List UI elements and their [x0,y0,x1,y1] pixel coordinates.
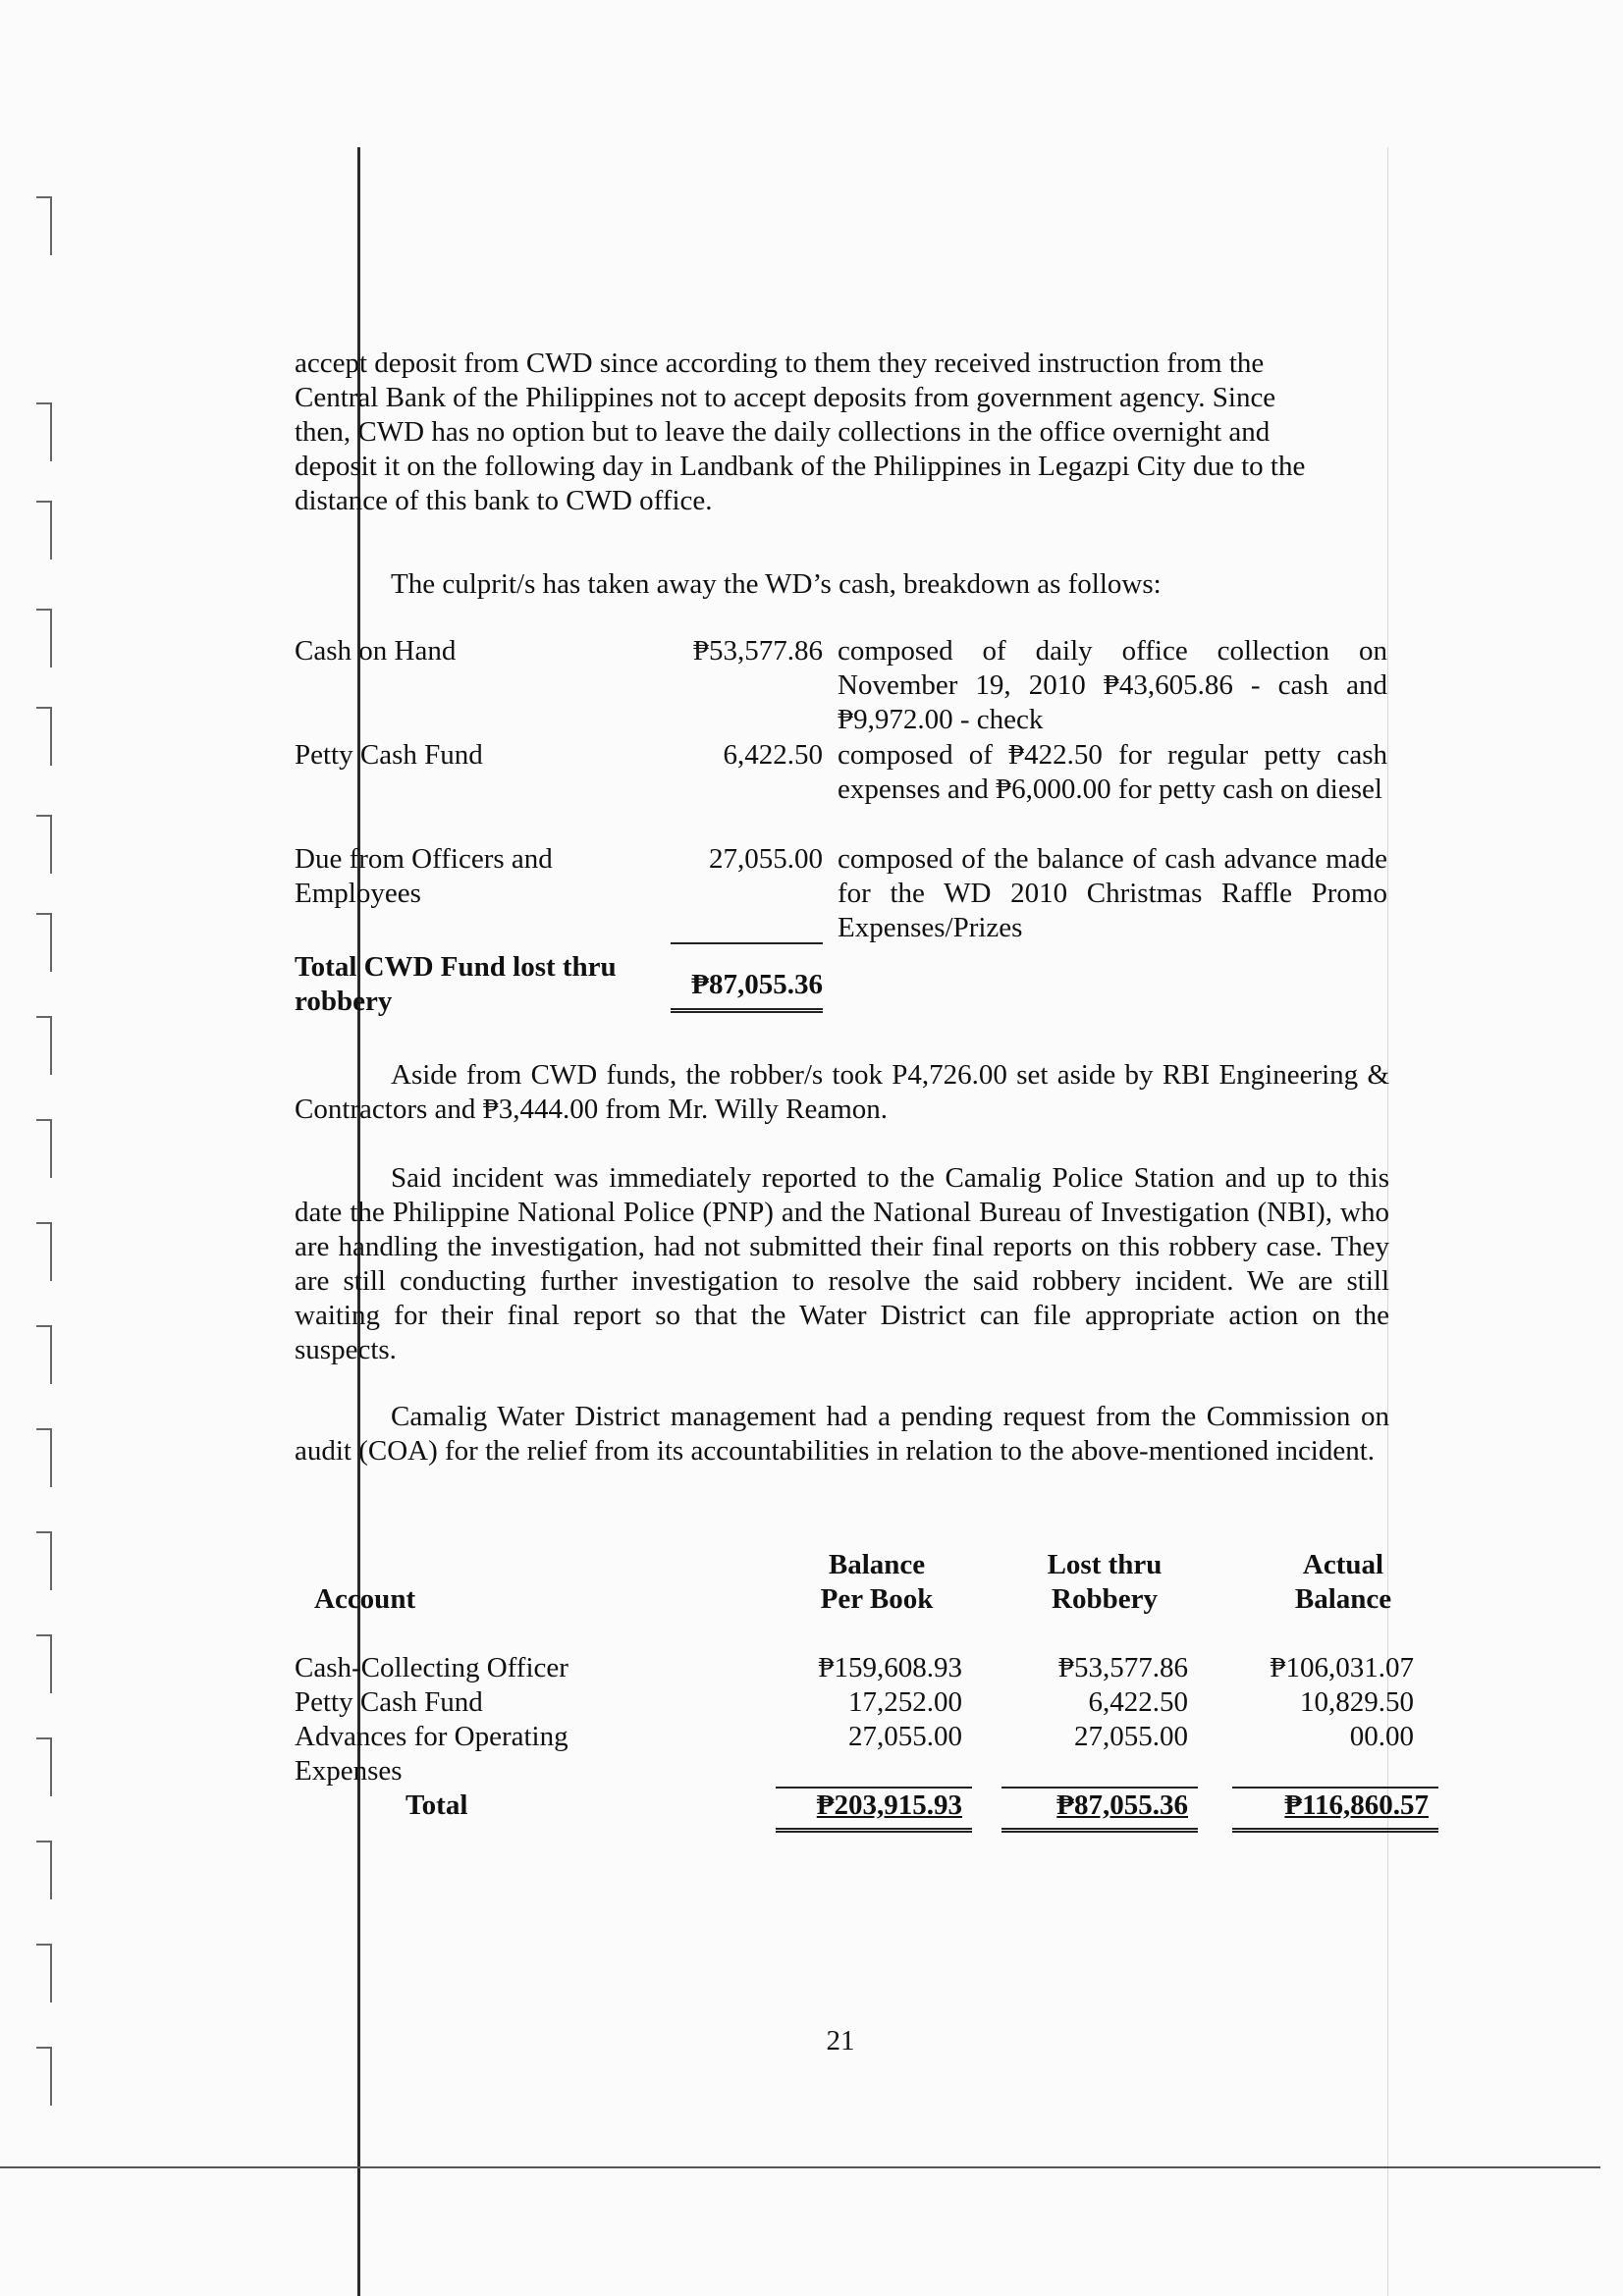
breakdown-total-label: Total CWD Fund lost thru [295,951,617,983]
lost-thru-robbery: 6,422.50 [1088,1686,1188,1718]
paragraph-relief-request: Camalig Water District management had a pending request from the Commission on audit (COA) for the relief from its accountabilities in relation to the above-mentioned incident. [295,1401,1389,1467]
binding-bracket [36,707,52,766]
binding-bracket [36,1841,52,1899]
binding-bracket [36,1531,52,1590]
total-double-rule [1232,1828,1438,1833]
binding-bracket [36,1325,52,1384]
text-line: then, CWD has no option but to leave the daily collections in the office overnight and [295,416,1271,448]
column-header-actual: Balance [1294,1583,1392,1615]
breakdown-description: composed of daily office collection on November 19, 2010 ₱43,605.86 - cash and ₱9,972.00 - check [838,635,1387,735]
breakdown-description: composed of the balance of cash advance made for the WD 2010 Christmas Raffle Promo Expenses/Prizes [838,843,1387,943]
binding-bracket [36,1119,52,1178]
binding-bracket [36,2047,52,2106]
binding-bracket [36,815,52,874]
balance-per-book: 27,055.00 [848,1721,962,1752]
text-line: accept deposit from CWD since according to them they received instruction from the [295,347,1265,379]
binding-bracket [36,1944,52,2002]
paragraph-other-losses: Aside from CWD funds, the robber/s took P4,726.00 set aside by RBI Engineering & Contractors and ₱3,444.00 from Mr. Willy Reamon. [295,1059,1389,1125]
subtotal-rule [671,942,823,944]
binding-bracket [36,501,52,560]
account-name: Petty Cash Fund [295,1686,483,1718]
actual-balance: ₱106,031.07 [1270,1652,1414,1683]
breakdown-amount: 27,055.00 [709,843,823,875]
lost-thru-robbery: ₱53,577.86 [1057,1652,1188,1683]
breakdown-label: Cash on Hand [295,635,457,667]
binding-bracket [36,1428,52,1487]
actual-balance: 00.00 [1349,1721,1414,1752]
page-number: 21 [826,2025,855,2056]
column-header-balance: Per Book [820,1583,934,1615]
binding-bracket [36,913,52,972]
breakdown-amount: ₱53,577.86 [692,635,823,667]
breakdown-total-label: robbery [295,986,393,1017]
actual-balance: 10,829.50 [1300,1686,1414,1718]
binding-bracket [36,1222,52,1281]
total-lost-thru-robbery: ₱87,055.36 [1056,1789,1188,1821]
column-header-account: Account [314,1583,416,1615]
table-total-label: Total [406,1789,468,1821]
account-name: Advances for Operating [295,1721,568,1752]
total-balance-per-book: ₱203,915.93 [816,1789,962,1821]
breakdown-total-amount: ₱87,055.36 [691,969,823,1000]
account-name: Cash-Collecting Officer [295,1652,568,1683]
breakdown-intro: The culprit/s has taken away the WD’s cash, breakdown as follows: [391,568,1162,600]
total-double-rule [1001,1828,1198,1833]
binding-bracket [36,402,52,461]
text-line: deposit it on the following day in Landbank of the Philippines in Legazpi City due to the [295,451,1306,482]
paragraph-investigation: Said incident was immediately reported to the Camalig Police Station and up to this date the Philippine National Police (PNP) and the National Bureau of Investigation (NBI), who are handling the investigation, had not submitted their final reports on this robbery case. They are still conducting further investigation to resolve the said robbery incident. We are still waiting for their final report so that the Water District can file appropriate action on the suspects. [295,1162,1389,1365]
column-header-lost: Robbery [1052,1583,1158,1615]
column-header-balance: Balance [828,1549,926,1580]
balance-per-book: 17,252.00 [848,1686,962,1718]
breakdown-label: Employees [295,878,421,909]
binding-bracket [36,609,52,667]
binding-bracket [36,1016,52,1075]
account-name: Expenses [295,1755,403,1787]
binding-bracket [36,1737,52,1796]
paragraph-continuation [295,347,1389,518]
binding-bracket [36,196,52,255]
scan-bottom-line [0,2166,1600,2168]
breakdown-label: Due from Officers and [295,843,553,875]
binding-bracket [36,1634,52,1693]
breakdown-amount: 6,422.50 [723,739,823,771]
column-header-lost: Lost thru [1047,1549,1163,1580]
total-actual-balance: ₱116,860.57 [1284,1789,1429,1821]
breakdown-label: Petty Cash Fund [295,739,483,771]
text-line: Central Bank of the Philippines not to accept deposits from government agency. Since [295,382,1276,413]
total-double-rule [776,1828,972,1833]
column-header-actual: Actual [1302,1549,1384,1580]
balance-per-book: ₱159,608.93 [818,1652,962,1683]
text-line: distance of this bank to CWD office. [295,485,713,516]
breakdown-description: composed of ₱422.50 for regular petty cash expenses and ₱6,000.00 for petty cash on diesel [838,739,1387,805]
lost-thru-robbery: 27,055.00 [1074,1721,1188,1752]
total-double-rule [671,1008,823,1013]
